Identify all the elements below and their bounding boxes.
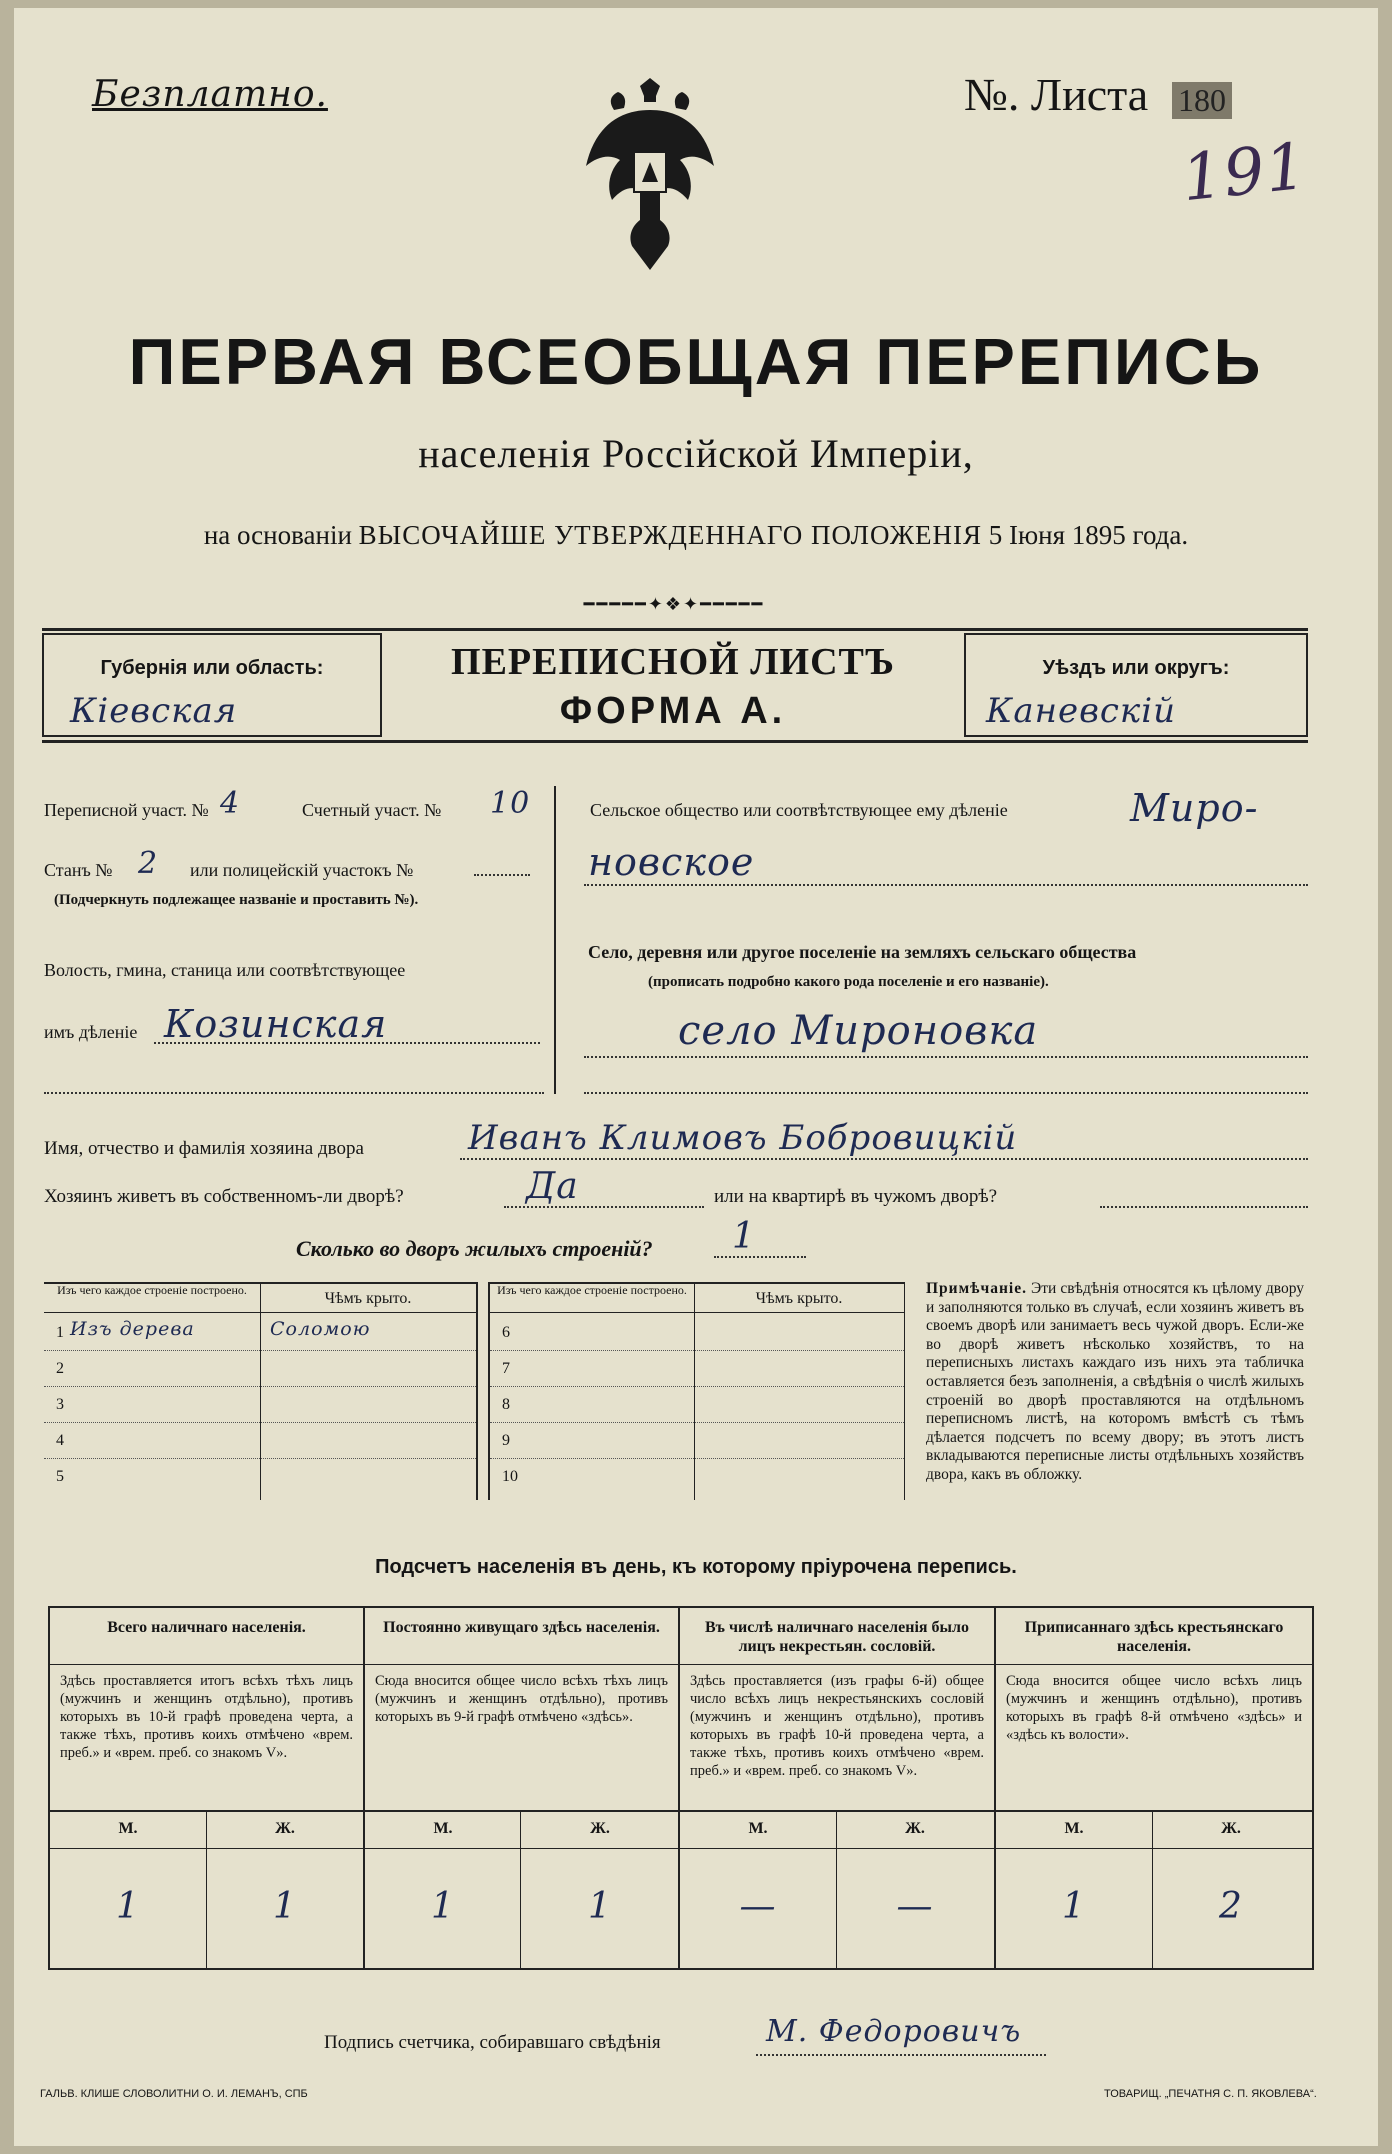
buildings-row: [44, 1424, 476, 1458]
form-subtitle: ФОРМА А.: [559, 690, 787, 732]
sheet-number-handwritten: 191: [1178, 129, 1311, 217]
col-roof-2: Чѣмъ крыто.: [755, 1290, 843, 1307]
count-column: [365, 1608, 678, 1968]
row-roof: Соломою: [270, 1318, 371, 1340]
count-f-value: 2: [1219, 1886, 1243, 1927]
province-value: Кіевская: [70, 691, 238, 731]
village-extra-line: [584, 1092, 1308, 1094]
society-value-1: Миро-: [1130, 786, 1259, 830]
count-column-title: Въ числѣ наличнаго населенія было лицъ некрестьян. сословій.: [704, 1619, 970, 1655]
count-column-title: Приписаннаго здѣсь крестьянскаго населенія.: [1024, 1619, 1284, 1655]
double-headed-eagle-emblem: [576, 70, 724, 280]
col-roof-1: Чѣмъ крыто.: [324, 1290, 412, 1307]
district-label: Уѣздъ или округъ:: [1042, 657, 1230, 679]
count-m-label: М.: [1064, 1820, 1084, 1837]
row-number: 8: [502, 1396, 510, 1413]
row-number: 4: [56, 1432, 64, 1449]
form-title: ПЕРЕПИСНОЙ ЛИСТЪ: [451, 641, 895, 683]
count-column-title: Постоянно живущаго здѣсь населенія.: [383, 1619, 660, 1636]
count-f-value: 1: [273, 1886, 297, 1927]
row-number: 1: [56, 1324, 64, 1341]
buildings-row: [44, 1316, 476, 1350]
volost-label: Волость, гмина, станица или соотвѣтствующее: [44, 960, 406, 980]
count-column: [50, 1608, 363, 1968]
volost-underline: [154, 1042, 540, 1044]
sheet-number-printed: 180: [1172, 82, 1232, 119]
census-sheet: [14, 8, 1378, 2146]
village-hint: (прописать подробно какого рода поселеніе и его названіе).: [648, 974, 1049, 990]
police-blank: [474, 874, 530, 876]
volost-label2: имъ дѣленіе: [44, 1022, 138, 1042]
owner-rent-label: или на квартирѣ въ чужомъ дворѣ?: [714, 1186, 998, 1207]
row-number: 9: [502, 1432, 510, 1449]
count-m-value: 1: [116, 1886, 140, 1927]
census-section-value: 4: [220, 786, 241, 821]
buildings-row: [44, 1352, 476, 1386]
owner-name-label: Имя, отчество и фамилія хозяина двора: [44, 1138, 364, 1159]
buildings-row: [490, 1424, 904, 1458]
count-f-label: Ж.: [1221, 1820, 1241, 1837]
printer-right: ТОВАРИЩ. „ПЕЧАТНЯ С. П. ЯКОВЛЕВА“.: [1104, 2088, 1317, 2100]
basis-line: [14, 520, 1378, 551]
count-section-value: 10: [490, 786, 531, 821]
count-f-label: Ж.: [275, 1820, 295, 1837]
district-value: Каневскій: [986, 691, 1177, 731]
volost-value: Козинская: [164, 1002, 388, 1046]
stan-label: Станъ №: [44, 860, 113, 880]
row-number: 2: [56, 1360, 64, 1377]
note-title: Примѣчаніе.: [926, 1280, 1027, 1297]
count-column-desc: Здѣсь проставляется (изъ графы 6-й) общее число всѣхъ лицъ некрестьянскихъ сословій (мужчинъ и женщинъ отдѣльно), противъ которыхъ въ графѣ 10-й проведена черта, а также тѣхъ, противъ коихъ отмѣчено «врем. преб.» и «врем. преб. со знакомъ V».: [690, 1673, 984, 1779]
census-section-label: Переписной участ. №: [44, 800, 209, 820]
province-box: [42, 633, 382, 737]
buildings-row: [490, 1460, 904, 1494]
owner-name-value: Иванъ Климовъ Бобровицкій: [468, 1118, 1018, 1158]
count-f-value: —: [896, 1886, 934, 1927]
ornament-divider: ━━━━━✦❖✦━━━━━: [583, 594, 765, 614]
count-column-title: Всего наличнаго населенія.: [107, 1619, 306, 1636]
vertical-separator: [554, 786, 556, 1094]
signature-underline: [756, 2054, 1046, 2056]
buildings-row: [490, 1388, 904, 1422]
owner-name-underline: [460, 1158, 1308, 1160]
province-label: Губернія или область:: [100, 657, 324, 679]
col-material-1: Изъ чего каждое строеніе построено.: [57, 1283, 247, 1297]
village-value: село Мироновка: [678, 1008, 1039, 1054]
basis-date: 5 Іюня 1895 года.: [988, 520, 1189, 550]
main-title: ПЕРВАЯ ВСЕОБЩАЯ ПЕРЕПИСЬ: [128, 325, 1264, 398]
buildings-row: [490, 1352, 904, 1386]
underline-hint: (Подчеркнуть подлежащее названіе и проставить №).: [54, 892, 419, 908]
owner-lives-label: Хозяинъ живетъ въ собственномъ-ли дворѣ?: [44, 1186, 404, 1207]
count-m-label: М.: [748, 1820, 768, 1837]
count-column-desc: Здѣсь проставляется итогъ всѣхъ тѣхъ лицъ (мужчинъ и женщинъ отдѣльно), противъ которыхъ въ 10-й графѣ проведена черта, а также тѣхъ, противъ коихъ отмѣчено «врем. преб.» и «врем. преб. со знакомъ V».: [60, 1673, 353, 1761]
count-f-label: Ж.: [590, 1820, 610, 1837]
society-underline: [584, 884, 1308, 886]
note-block: [926, 1280, 1304, 1485]
count-table: [48, 1606, 1314, 1970]
count-title: Подсчетъ населенія въ день, къ которому пріурочена перепись.: [375, 1556, 1017, 1578]
basis-prefix: на основаніи: [203, 520, 352, 550]
form-top-rule: [42, 628, 1308, 631]
count-m-value: —: [739, 1886, 777, 1927]
stan-value: 2: [138, 846, 159, 881]
owner-lives-underline: [504, 1206, 704, 1208]
buildings-row: [490, 1316, 904, 1350]
count-m-label: М.: [433, 1820, 453, 1837]
row-material: Изъ дерева: [70, 1318, 195, 1340]
count-m-value: 1: [431, 1886, 455, 1927]
volost-extra-line: [44, 1092, 544, 1094]
sheet-number-label: №. Листа: [964, 69, 1149, 120]
count-section-label: Счетный участ. №: [302, 800, 442, 820]
col-material-2: Изъ чего каждое строеніе построено.: [497, 1283, 687, 1297]
row-number: 3: [56, 1396, 64, 1413]
count-column-desc: Сюда вносится общее число всѣхъ тѣхъ лицъ (мужчинъ и женщинъ отдѣльно), противъ которыхъ въ 9-й графѣ отмѣчено «здѣсь».: [375, 1673, 668, 1725]
buildings-row: [44, 1460, 476, 1494]
buildings-label: Сколько во дворъ жилыхъ строеній?: [296, 1236, 653, 1261]
row-number: 6: [502, 1324, 510, 1341]
owner-rent-underline: [1100, 1206, 1308, 1208]
row-number: 10: [502, 1468, 518, 1485]
note-text: Эти свѣдѣнія относятся къ цѣлому двору и заполняются только въ случаѣ, если хозяинъ живетъ въ своемъ дворѣ или занимаетъ весь чужой дворъ. Если-же во дворѣ живетъ нѣсколько хозяйствъ, то на переписныхъ листахъ каждаго изъ нихъ эта табличка оставляется безъ заполненія, а свѣдѣнія о числѣ жилыхъ строеній во дворѣ проставляются на отдѣльномъ переписномъ листѣ, на которомъ вмѣстѣ съ тѣмъ дѣлается подсчетъ по всему двору; въ этотъ листъ вкладываются переписные листы отдѣльныхъ хозяйствъ двора, какъ въ обложку.: [926, 1280, 1304, 1483]
buildings-underline: [714, 1256, 806, 1258]
form-bottom-rule: [42, 740, 1308, 743]
signature-label: Подпись счетчика, собиравшаго свѣдѣнія: [324, 2032, 661, 2053]
free-label: Безплатно.: [92, 74, 328, 115]
count-f-value: 1: [588, 1886, 612, 1927]
count-m-label: М.: [118, 1820, 138, 1837]
owner-lives-value: Да: [526, 1166, 579, 1207]
row-number: 7: [502, 1360, 510, 1377]
buildings-row: [44, 1388, 476, 1422]
basis-caps: ВЫСОЧАЙШЕ УТВЕРЖДЕННАГО ПОЛОЖЕНІЯ: [358, 520, 983, 550]
buildings-value: 1: [732, 1216, 756, 1257]
row-number: 5: [56, 1468, 64, 1485]
count-m-value: 1: [1062, 1886, 1086, 1927]
buildings-table: [44, 1282, 904, 1500]
count-column-desc: Сюда вносится общее число всѣхъ лицъ (мужчинъ и женщинъ отдѣльно), противъ которыхъ въ графѣ 8-й отмѣчено «здѣсь» и «здѣсь къ волости».: [1006, 1673, 1302, 1743]
village-underline: [584, 1056, 1308, 1058]
police-label: или полицейскій участокъ №: [190, 860, 414, 880]
society-value-2: новское: [588, 840, 755, 884]
count-column: [680, 1608, 994, 1968]
signature-value: М. Федоровичъ: [766, 2014, 1022, 2049]
district-box: [964, 633, 1308, 737]
subtitle: населенія Россійской Имперіи,: [418, 431, 974, 476]
society-label: Сельское общество или соотвѣтствующее ему дѣленіе: [590, 800, 1008, 820]
count-f-label: Ж.: [905, 1820, 925, 1837]
count-column: [996, 1608, 1312, 1968]
printer-left: ГАЛЬВ. КЛИШЕ СЛОВОЛИТНИ О. И. ЛЕМАНЪ, СПБ: [40, 2088, 308, 2100]
village-label: Село, деревня или другое поселеніе на земляхъ сельскаго общества: [588, 942, 1137, 962]
